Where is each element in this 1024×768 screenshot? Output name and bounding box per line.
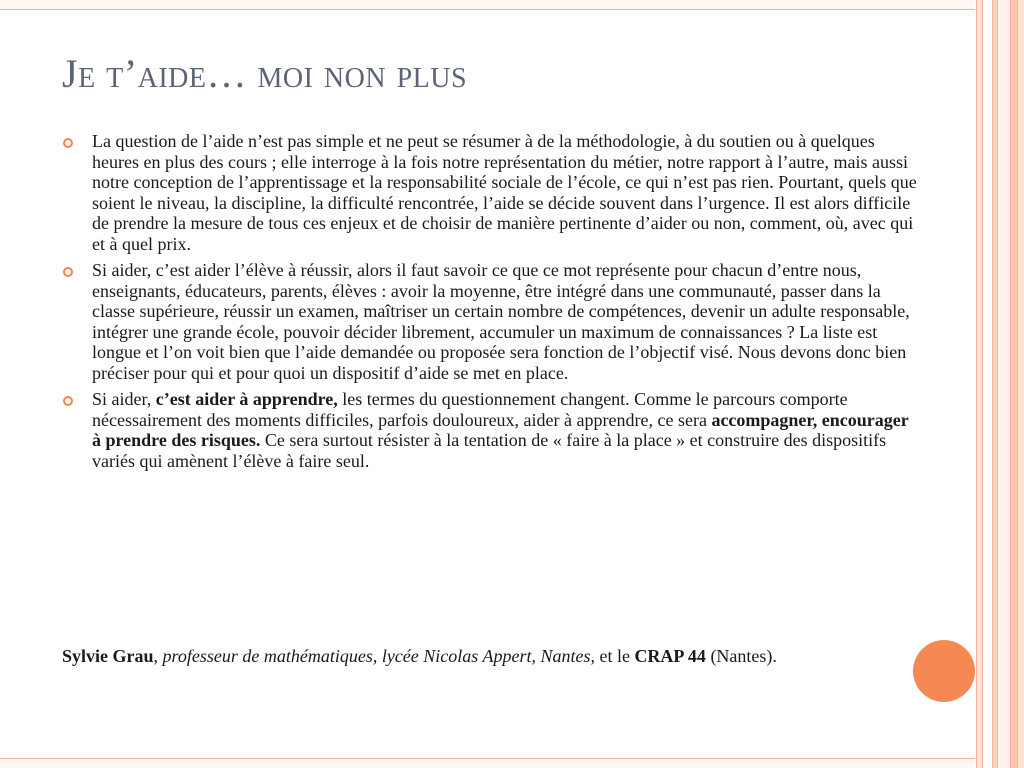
bullet-text: Si aider,	[92, 389, 156, 409]
author-connector: , et le	[590, 646, 635, 666]
author-credit	[62, 646, 950, 667]
author-separator: ,	[153, 646, 163, 666]
slide-body	[62, 131, 920, 477]
bullet-text-bold: accompagner, encourager à prendre des risques.	[92, 409, 909, 450]
bullet-item	[62, 389, 920, 471]
bullet-item	[62, 131, 920, 254]
author-role: professeur de mathématiques, lycée Nicolas Appert, Nantes	[162, 646, 591, 666]
bullet-icon	[63, 267, 73, 277]
bullet-icon	[63, 396, 73, 406]
bullet-text: Si aider, c’est aider l’élève à réussir, alors il faut savoir ce que ce mot représente pour chacun d’entre nous, enseignants, éducateurs, parents, élèves : avoir la moyenne, être intégré dans une communauté, passer dans la classe supérieure, réussir un examen, maîtriser un certain nombre de compétences, devenir un adulte responsable, intégrer une grande école, pouvoir décider librement, accumuler un maximum de connaissances ? La liste est longue et l’on voit bien que l’aide demandée ou proposée sera fonction de l’objectif visé. Nous devons donc bien préciser pour qui et pour quoi un dispositif d’aide se met en place.	[92, 260, 910, 383]
bottom-border-band	[0, 758, 975, 768]
bullet-text: La question de l’aide n’est pas simple et ne peut se résumer à de la méthodologie, à du soutien ou à quelques heures en plus des cours ; elle interroge à la fois notre représentation du métier, notre rapport à l’autre, mais aussi notre conception de l’apprentissage et la responsabilité sociale de l’école, ce qui n’est pas rien. Pourtant, quels que soient le niveau, la discipline, la difficulté rencontrée, l’aide se décide souvent dans l’urgence. Il est alors difficile de prendre la mesure de tous ces enjeux et de choisir de manière pertinente d’aider ou non, comment, où, avec qui et à quel prix.	[92, 131, 917, 254]
author-location: (Nantes).	[705, 646, 777, 666]
slide-title: Je t’aide… moi non plus	[62, 51, 468, 96]
bullet-list	[62, 131, 920, 471]
author-organization: CRAP 44	[634, 646, 706, 666]
right-decorative-stripes	[976, 0, 1024, 768]
top-border-band	[0, 0, 975, 10]
bullet-text: Ce sera surtout résister à la tentation de « faire à la place » et construire des dispositifs variés qui amènent l’élève à faire seul.	[92, 430, 887, 471]
author-name: Sylvie Grau	[62, 646, 154, 666]
bullet-item	[62, 260, 920, 383]
bullet-text: les termes du questionnement changent. Comme le parcours comporte nécessairement des moments difficiles, parfois douloureux, aider à apprendre, ce sera	[92, 389, 848, 430]
bullet-icon	[63, 138, 73, 148]
orange-circle-decoration	[913, 640, 975, 702]
bullet-text-bold: c’est aider à apprendre,	[155, 389, 338, 409]
